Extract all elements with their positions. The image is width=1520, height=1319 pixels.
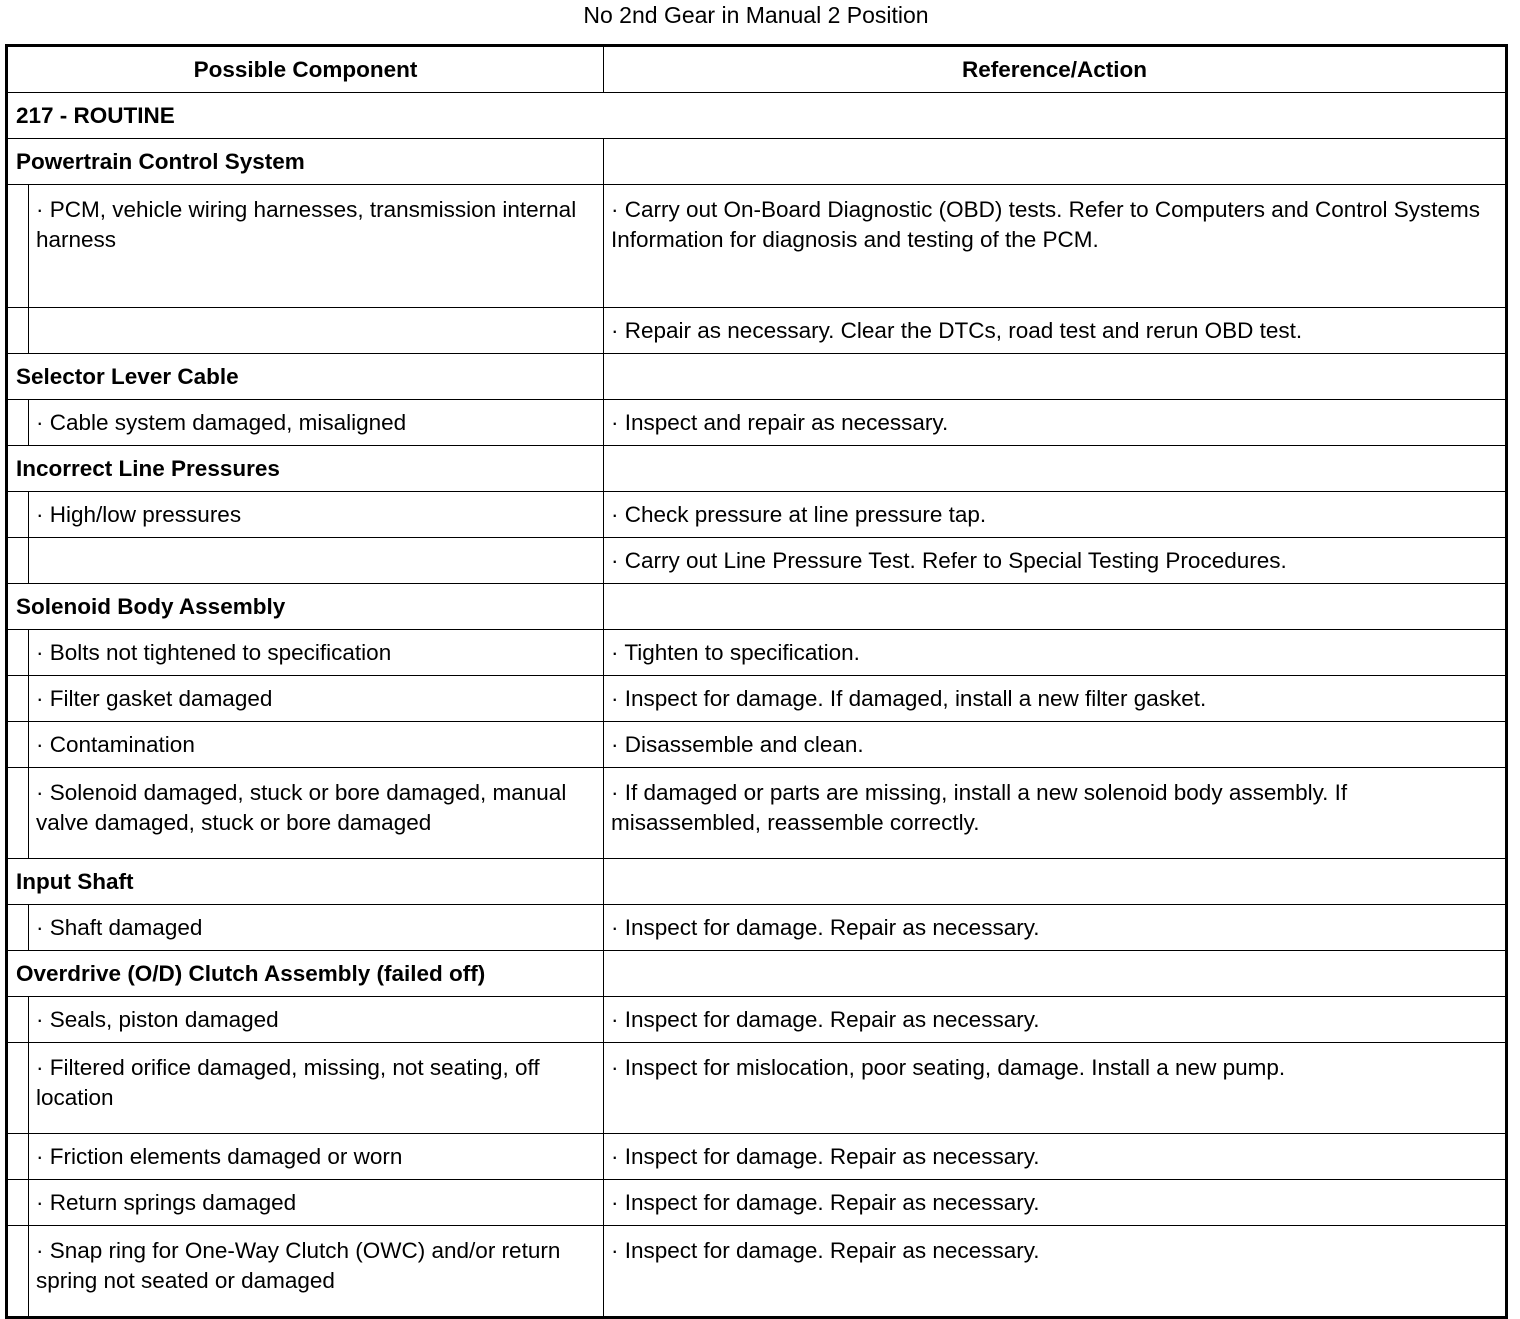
action-cell: · Tighten to specification.: [604, 630, 1507, 676]
indent-cell: [7, 538, 29, 584]
table-row: [7, 676, 1507, 722]
action-cell: · Inspect for mislocation, poor seating, damage. Install a new pump.: [604, 1043, 1507, 1134]
section-row: [7, 951, 1507, 997]
component-cell: · Filtered orifice damaged, missing, not seating, off location: [29, 1043, 604, 1134]
table-row: [7, 1180, 1507, 1226]
header-possible-component: Possible Component: [7, 46, 604, 93]
section-title: Solenoid Body Assembly: [7, 584, 604, 630]
section-empty-cell: [604, 584, 1507, 630]
component-cell: · Solenoid damaged, stuck or bore damaged, manual valve damaged, stuck or bore damaged: [29, 768, 604, 859]
indent-cell: [7, 997, 29, 1043]
table-row: [7, 905, 1507, 951]
indent-cell: [7, 1180, 29, 1226]
action-cell: · If damaged or parts are missing, install a new solenoid body assembly. If misassembled, reassemble correctly.: [604, 768, 1507, 859]
table-row: [7, 400, 1507, 446]
action-cell: · Check pressure at line pressure tap.: [604, 492, 1507, 538]
component-cell: · Shaft damaged: [29, 905, 604, 951]
indent-cell: [7, 905, 29, 951]
section-empty-cell: [604, 354, 1507, 400]
table-row: [7, 1043, 1507, 1134]
indent-cell: [7, 492, 29, 538]
indent-cell: [7, 1134, 29, 1180]
component-cell: · Snap ring for One-Way Clutch (OWC) and/or return spring not seated or damaged: [29, 1226, 604, 1318]
table-row: [7, 768, 1507, 859]
indent-cell: [7, 1043, 29, 1134]
indent-cell: [7, 308, 29, 354]
action-cell: · Carry out On-Board Diagnostic (OBD) tests. Refer to Computers and Control Systems Information for diagnosis and testing of the PCM.: [604, 185, 1507, 308]
table-row: [7, 1134, 1507, 1180]
component-cell: · Bolts not tightened to specification: [29, 630, 604, 676]
action-cell: · Disassemble and clean.: [604, 722, 1507, 768]
component-cell: · Return springs damaged: [29, 1180, 604, 1226]
section-title: Incorrect Line Pressures: [7, 446, 604, 492]
component-cell: · PCM, vehicle wiring harnesses, transmission internal harness: [29, 185, 604, 308]
indent-cell: [7, 768, 29, 859]
section-row: [7, 446, 1507, 492]
component-cell: · Friction elements damaged or worn: [29, 1134, 604, 1180]
section-row: [7, 139, 1507, 185]
component-cell: · Contamination: [29, 722, 604, 768]
action-cell: · Carry out Line Pressure Test. Refer to Special Testing Procedures.: [604, 538, 1507, 584]
action-cell: · Inspect for damage. Repair as necessary.: [604, 997, 1507, 1043]
action-cell: · Repair as necessary. Clear the DTCs, road test and rerun OBD test.: [604, 308, 1507, 354]
table-row: [7, 722, 1507, 768]
action-cell: · Inspect for damage. Repair as necessary.: [604, 905, 1507, 951]
component-cell: · Filter gasket damaged: [29, 676, 604, 722]
section-empty-cell: [604, 446, 1507, 492]
section-empty-cell: [604, 951, 1507, 997]
section-row: [7, 859, 1507, 905]
component-cell: [29, 308, 604, 354]
section-title: Overdrive (O/D) Clutch Assembly (failed off): [7, 951, 604, 997]
component-cell: [29, 538, 604, 584]
header-reference-action: Reference/Action: [604, 46, 1507, 93]
table-row: [7, 997, 1507, 1043]
section-title: Input Shaft: [7, 859, 604, 905]
section-title: Powertrain Control System: [7, 139, 604, 185]
section-title: Selector Lever Cable: [7, 354, 604, 400]
component-cell: · High/low pressures: [29, 492, 604, 538]
section-row: [7, 584, 1507, 630]
table-row: [7, 308, 1507, 354]
indent-cell: [7, 722, 29, 768]
table-row: [7, 185, 1507, 308]
section-empty-cell: [604, 139, 1507, 185]
indent-cell: [7, 185, 29, 308]
indent-cell: [7, 400, 29, 446]
indent-cell: [7, 630, 29, 676]
page-title: No 2nd Gear in Manual 2 Position: [583, 2, 929, 28]
diagnosis-table: [5, 44, 1508, 1319]
table-row: [7, 538, 1507, 584]
section-empty-cell: [604, 859, 1507, 905]
table-row: [7, 630, 1507, 676]
indent-cell: [7, 676, 29, 722]
routine-label: 217 - ROUTINE: [7, 93, 1507, 139]
action-cell: · Inspect for damage. Repair as necessary.: [604, 1226, 1507, 1318]
component-cell: · Cable system damaged, misaligned: [29, 400, 604, 446]
table-row: [7, 492, 1507, 538]
action-cell: · Inspect for damage. Repair as necessary.: [604, 1180, 1507, 1226]
action-cell: · Inspect for damage. Repair as necessary.: [604, 1134, 1507, 1180]
action-cell: · Inspect and repair as necessary.: [604, 400, 1507, 446]
action-cell: · Inspect for damage. If damaged, install a new filter gasket.: [604, 676, 1507, 722]
table-header-row: [7, 46, 1507, 93]
section-row: [7, 354, 1507, 400]
component-cell: · Seals, piston damaged: [29, 997, 604, 1043]
routine-row: [7, 93, 1507, 139]
